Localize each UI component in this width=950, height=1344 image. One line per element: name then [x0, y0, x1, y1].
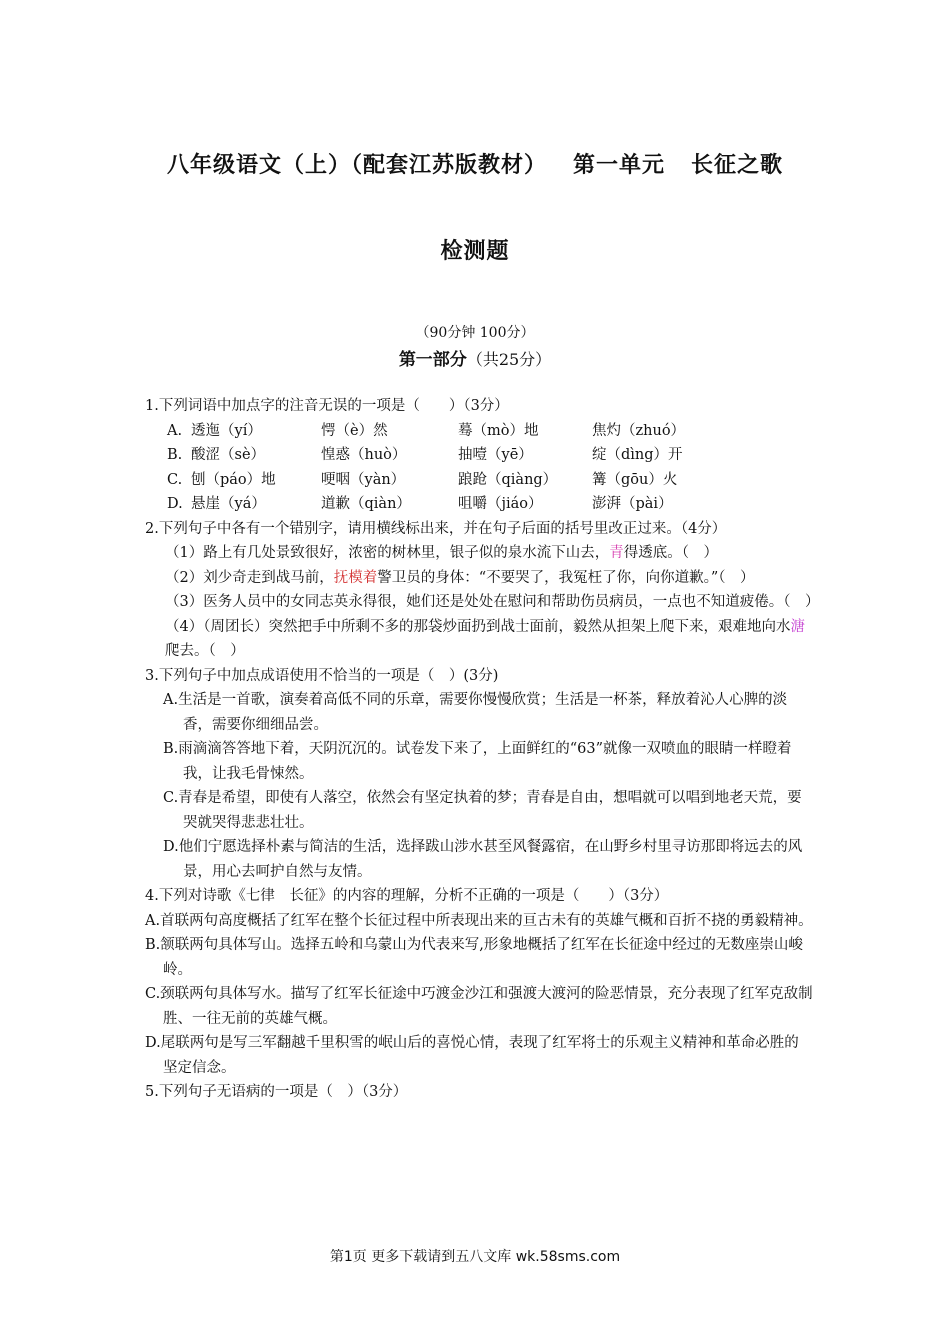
option-word: 踉跄（qiàng） [458, 471, 558, 488]
question-1 [145, 394, 813, 517]
option-d: D.他们宁愿选择朴素与简洁的生活，选择跋山涉水甚至风餐露宿，在山野乡村里寻访那即将远去的风景，用心去呵护自然与友情。 [163, 839, 803, 880]
option-word: 透迤（yí） [191, 422, 262, 439]
error-char: 青 [609, 545, 624, 561]
title-part-c: 长征之歌 [691, 153, 784, 178]
question-5 [145, 1080, 813, 1105]
question-list [145, 394, 820, 1105]
part-title: 第一部分 [398, 350, 467, 370]
part-heading [0, 345, 950, 370]
option-b: B.雨滴滴答答地下着，天阴沉沉的。试卷发下来了，上面鲜红的“63”就像一双喷血的眼睛一样瞪着我，让我毛骨悚然。 [163, 741, 792, 782]
question-4 [145, 884, 813, 1080]
option-row [145, 492, 813, 517]
question-stem: 4.下列对诗歌《七律 长征》的内容的理解，分析不正确的一项是（ ）（3分） [145, 888, 669, 904]
option-row [145, 443, 813, 468]
option-a: A.生活是一首歌，演奏着高低不同的乐章，需要你慢慢欣赏；生活是一杯茶，释放着沁人心脾的淡香，需要你细细品尝。 [163, 692, 788, 733]
question-stem: 2.下列句子中各有一个错别字，请用横线标出来，并在句子后面的括号里改正过来。（4分） [145, 520, 727, 537]
sentence-1: （1）路上有几处景致很好，浓密的树林里，银子似的泉水流下山去，青得透底。（ ） [165, 545, 718, 561]
option-row [145, 468, 813, 493]
option-word: 绽（dìng）开 [592, 447, 683, 463]
sentence-4: （4）（周团长）突然把手中所剩不多的那袋炒面扔到战士面前，毅然从担架上爬下来，艰难地向水溏爬去。（ ） [165, 618, 805, 659]
option-word: 酸涩（sè） [191, 447, 266, 463]
question-2 [145, 517, 820, 664]
page-subtitle: 检测题 [440, 239, 510, 264]
title-part-a: 八年级语文（上）（配套江苏版教材） [166, 153, 547, 178]
option-word: 刨（páo）地 [191, 471, 276, 488]
option-word: 愕（è）然 [321, 422, 388, 439]
error-word: 抚模着 [333, 569, 378, 586]
option-label: C. [167, 471, 183, 488]
question-stem: 1.下列词语中加点字的注音无误的一项是（ ）（3分） [145, 398, 509, 414]
option-word: 抽噎（yē） [458, 447, 533, 463]
title-part-b: 第一单元 [572, 153, 665, 178]
option-word: 篝（gōu）火 [592, 471, 678, 488]
page-title [0, 148, 950, 179]
question-stem: 3.下列句子中加点成语使用不恰当的一项是（ ）(3分) [145, 667, 499, 684]
question-3 [145, 664, 813, 885]
option-word: 咀嚼（jiáo） [458, 496, 543, 512]
option-word: 道歉（qiàn） [321, 496, 411, 512]
option-word: 悬崖（yá） [191, 496, 266, 512]
exam-meta: （90分钟 100分） [415, 325, 535, 341]
option-label: D. [167, 496, 183, 512]
option-a: A.首联两句高度概括了红军在整个长征过程中所表现出来的亘古未有的英雄气概和百折不挠的勇毅精神。 [145, 912, 813, 929]
option-label: B. [167, 447, 183, 463]
option-label: A. [167, 422, 183, 439]
option-b: B.颔联两句具体写山。选择五岭和乌蒙山为代表来写,形象地概括了红军在长征途中经过的无数座崇山峻岭。 [145, 937, 803, 978]
option-word: 焦灼（zhuó） [592, 422, 686, 439]
option-row [145, 419, 813, 444]
option-c: C.青春是希望，即使有人落空，依然会有坚定执着的梦；青春是自由，想唱就可以唱到地老天荒，要哭就哭得悲悲壮壮。 [163, 790, 802, 831]
sentence-3: （3）医务人员中的女同志英永得很，她们还是处处在慰问和帮助伤员病员，一点也不知道疲倦。（ ） [165, 594, 820, 610]
option-word: 澎湃（pài） [592, 496, 673, 512]
question-stem: 5.下列句子无语病的一项是（ ）（3分） [145, 1084, 408, 1100]
page-footer: 第1页 更多下载请到五八文库 wk.58sms.com [329, 1249, 621, 1265]
option-word: 惶惑（huò） [321, 447, 407, 463]
sentence-2: （2）刘少奇走到战马前，抚模着警卫员的身体：“不要哭了，我冤枉了你，向你道歉。”（ ） [165, 569, 755, 586]
option-c: C.颈联两句具体写水。描写了红军长征途中巧渡金沙江和强渡大渡河的险恶情景，充分表现了红军克敌制胜、一往无前的英雄气概。 [145, 986, 813, 1027]
part-score: （共25分） [466, 350, 552, 369]
error-char: 溏 [790, 618, 805, 635]
option-word: 哽咽（yàn） [321, 471, 406, 488]
option-d: D.尾联两句是写三军翻越千里积雪的岷山后的喜悦心情，表现了红军将士的乐观主义精神和革命必胜的坚定信念。 [145, 1035, 799, 1076]
option-word: 蓦（mò）地 [458, 422, 539, 439]
